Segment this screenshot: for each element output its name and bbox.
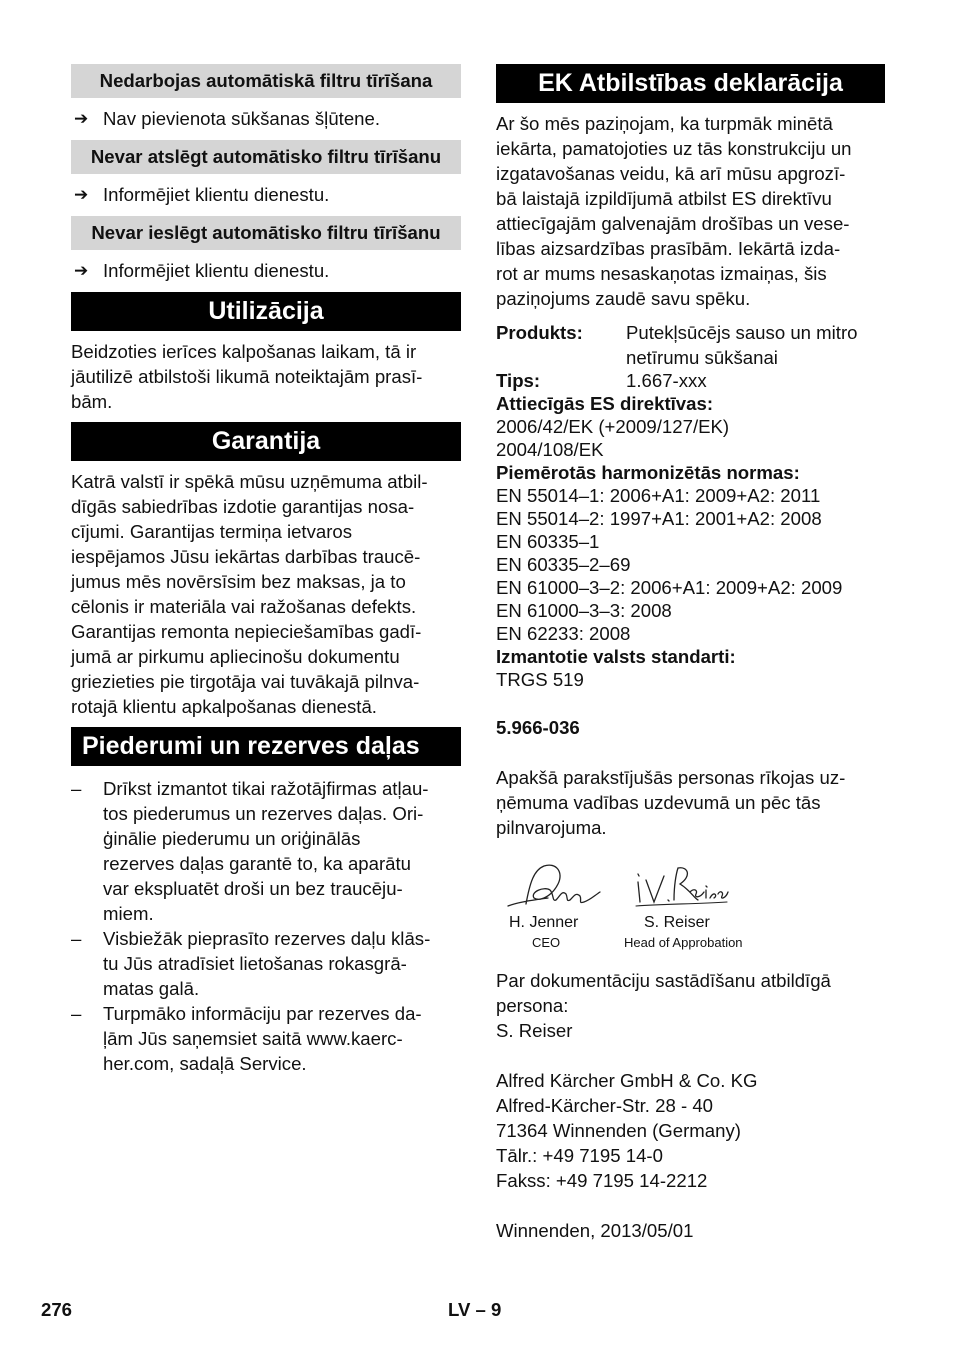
disposal-paragraph: Beidzoties ierīces kalpošanas laikam, tā ir jāutilizē atbilstoši likumā noteiktajām prasī- bām. bbox=[71, 341, 423, 412]
signer-role: Head of Approbation bbox=[624, 935, 743, 950]
spec-value: Putekļsūcējs sauso un mitro netīrumu sūkšanai bbox=[626, 322, 858, 368]
dash-bullet: – bbox=[71, 1003, 82, 1024]
section-heading-cannot-switch-off: Nevar atslēgt automātisko filtru tīrīšanu bbox=[71, 140, 461, 174]
spec-row-product bbox=[496, 320, 885, 370]
spec-label: Tips: bbox=[496, 370, 541, 391]
company-address: Alfred Kärcher GmbH & Co. KG Alfred-Kärcher-Str. 28 - 40 71364 Winnenden (Germany) Tālr.: +49 7195 14-0 Fakss: +49 7195 14-2212 bbox=[496, 1070, 758, 1191]
signatures bbox=[496, 862, 885, 958]
left-column bbox=[71, 64, 461, 1076]
norms-label: Piemērotās harmonizētās normas: bbox=[496, 462, 800, 483]
accessories-list bbox=[71, 776, 461, 1076]
norm-value: EN 61000–3–2: 2006+A1: 2009+A2: 2009 bbox=[496, 577, 843, 598]
arrow-right-icon: ➔ bbox=[74, 261, 89, 280]
product-specs bbox=[496, 320, 885, 691]
dash-bullet: – bbox=[71, 778, 82, 799]
directives-label: Attiecīgās ES direktīvas: bbox=[496, 393, 714, 414]
directive-value: 2004/108/EK bbox=[496, 439, 604, 460]
warranty-paragraph: Katrā valstī ir spēkā mūsu uzņēmuma atbil- dīgās sabiedrības izdotie garantijas nosa- cījumi. Garantijas termiņa ietvaros iespējamos Jūsu iekārtas darbības traucē- jumus mēs novērsīsim bez maksas, ja to cēlonis ir materiāla vai ražošanas defekts. Garantijas remonta nepieciešamības gadī- jumā ar pirkumu apliecinošu dokumentu griezieties pie tirgotāja vai tuvākajā pilnva- rotajā klientu apkalpošanas dienestā. bbox=[71, 471, 428, 717]
language-page-label: LV – 9 bbox=[448, 1299, 502, 1320]
signature-reiser-image bbox=[634, 864, 729, 910]
spec-label: Produkts: bbox=[496, 322, 583, 343]
norm-value: EN 62233: 2008 bbox=[496, 623, 631, 644]
remedy-text: Nav pievienota sūkšanas šļūtene. bbox=[103, 108, 381, 129]
declaration-intro: Ar šo mēs paziņojam, ka turpmāk minētā iekārta, pamatojoties uz tās konstrukciju un izgatavošanas veidu, kā arī mūsu apgrozī- bā laistajā izpildījumā atbilst ES direktīvu attiecīgajām galvenajām drošības un vese- lības aizsardzības prasībām. Iekārtā izda- rot ar mums nesaskaņotas izmaiņas, šis paziņojums zaudē savu spēku. bbox=[496, 113, 852, 309]
heading-ec-declaration: EK Atbilstības deklarācija bbox=[496, 64, 885, 103]
dash-bullet: – bbox=[71, 928, 82, 949]
list-item: – Drīkst izmantot tikai ražotājfirmas atļau- tos piederumus un rezerves daļas. Ori- ģinālie piederumu un oriģinālās rezerves daļas garantē to, ka aparātu var ekspluatēt droši un bez traucēju- miem. bbox=[71, 778, 429, 924]
remedy-item bbox=[71, 182, 461, 207]
remedy-text: Informējiet klientu dienestu. bbox=[103, 184, 330, 205]
norm-value: EN 60335–2–69 bbox=[496, 554, 631, 575]
heading-disposal: Utilizācija bbox=[71, 292, 461, 331]
remedy-text: Informējiet klientu dienestu. bbox=[103, 260, 330, 281]
section-heading-cannot-switch-on: Nevar ieslēgt automātisko filtru tīrīšanu bbox=[71, 216, 461, 250]
list-item: – Visbiežāk pieprasīto rezerves daļu klās- tu Jūs atradīsiet lietošanas rokasgrā- matas galā. bbox=[71, 928, 431, 999]
spec-row-type bbox=[496, 370, 885, 392]
section-heading-auto-filter-not-working: Nedarbojas automātiskā filtru tīrīšana bbox=[71, 64, 461, 98]
norm-value: EN 55014–1: 2006+A1: 2009+A2: 2011 bbox=[496, 485, 821, 506]
signer-name: H. Jenner bbox=[509, 914, 579, 931]
page-number: 276 bbox=[41, 1299, 73, 1320]
heading-warranty: Garantija bbox=[71, 422, 461, 461]
arrow-right-icon: ➔ bbox=[74, 185, 89, 204]
right-column bbox=[496, 64, 885, 1243]
signers-paragraph: Apakšā parakstījušās personas rīkojas uz- ņēmuma vadības uzdevumā un pēc tās pilnvarojuma. bbox=[496, 767, 846, 838]
norm-value: EN 55014–2: 1997+A1: 2001+A2: 2008 bbox=[496, 508, 822, 529]
documentation-responsible: Par dokumentāciju sastādīšanu atbildīgā persona: S. Reiser bbox=[496, 970, 831, 1041]
national-standard-value: TRGS 519 bbox=[496, 669, 584, 690]
signer-role: CEO bbox=[532, 935, 561, 950]
signature-jenner-image bbox=[504, 862, 604, 914]
spec-value: 1.667-xxx bbox=[626, 370, 707, 391]
norm-value: EN 60335–1 bbox=[496, 531, 600, 552]
document-number: 5.966-036 bbox=[496, 717, 580, 738]
remedy-item bbox=[71, 258, 461, 283]
norm-value: EN 61000–3–3: 2008 bbox=[496, 600, 672, 621]
national-standards-label: Izmantotie valsts standarti: bbox=[496, 646, 736, 667]
list-item: – Turpmāko informāciju par rezerves da- ļām Jūs saņemsiet saitā www.kaerc- her.com, sadaļā Service. bbox=[71, 1003, 422, 1074]
remedy-item bbox=[71, 106, 461, 131]
place-and-date: Winnenden, 2013/05/01 bbox=[496, 1220, 694, 1241]
arrow-right-icon: ➔ bbox=[74, 109, 89, 128]
directive-value: 2006/42/EK (+2009/127/EK) bbox=[496, 416, 730, 437]
signer-name: S. Reiser bbox=[644, 914, 710, 931]
heading-accessories-spare-parts: Piederumi un rezerves daļas bbox=[71, 727, 461, 766]
